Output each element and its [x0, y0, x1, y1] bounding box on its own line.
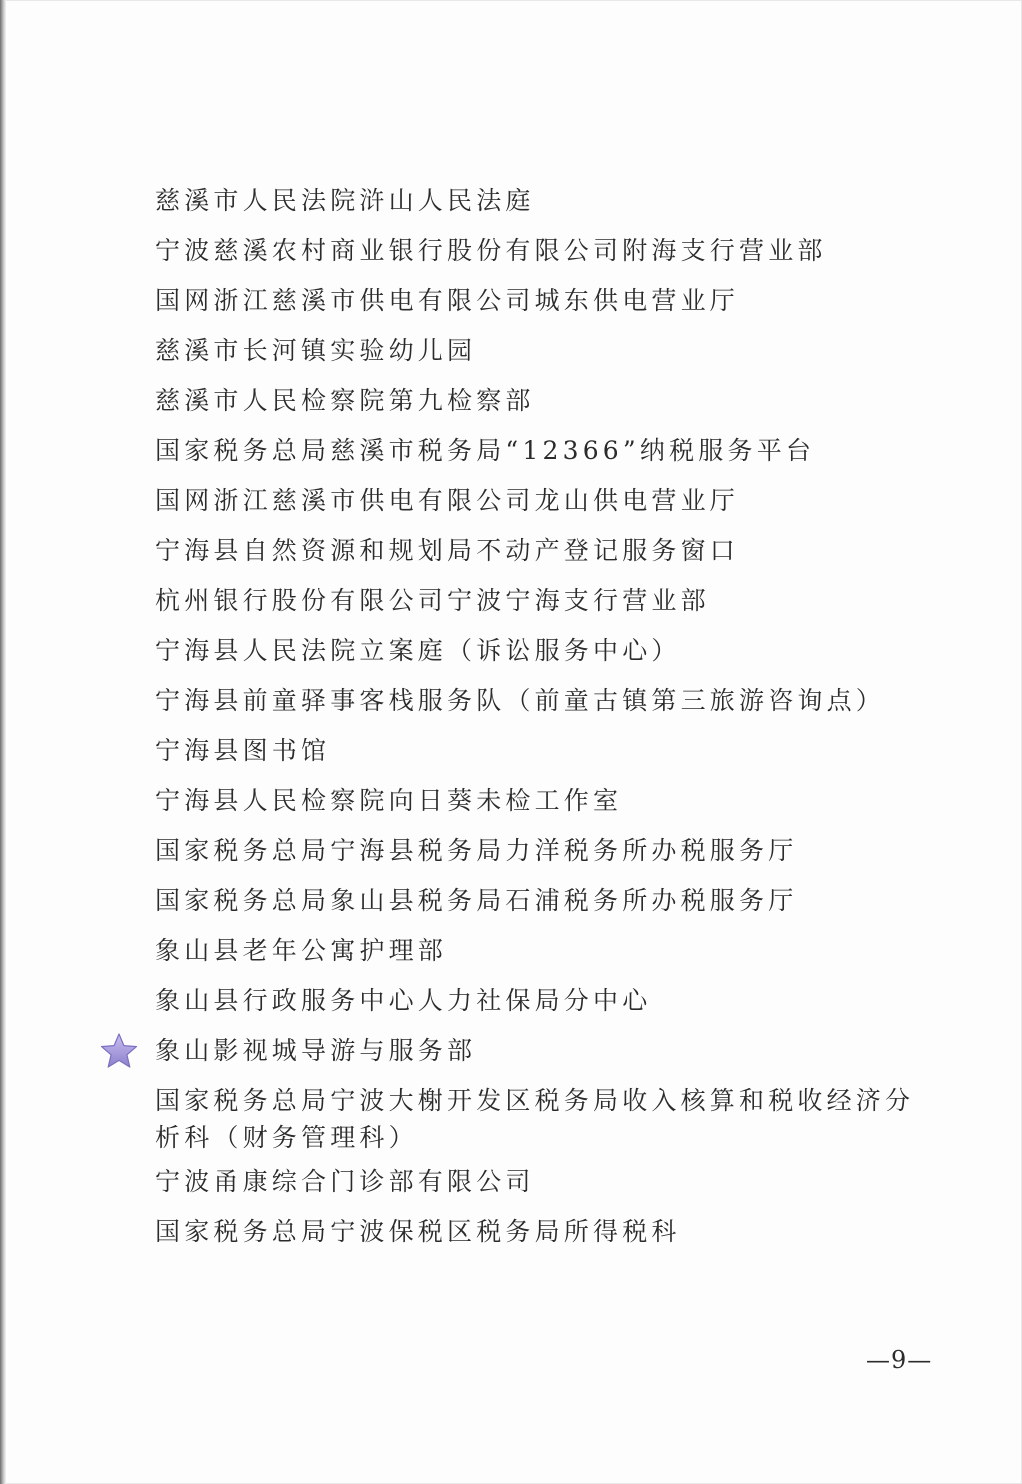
- list-item: 国家税务总局宁波保税区税务局所得税科: [155, 1217, 681, 1246]
- list-item: 宁海县人民检察院向日葵未检工作室: [155, 786, 623, 815]
- list-item: 国家税务总局象山县税务局石浦税务所办税服务厅: [155, 886, 798, 915]
- list-item: 象山县老年公寓护理部: [155, 936, 448, 965]
- unit-list: [155, 176, 935, 1257]
- list-item: 宁海县图书馆: [155, 736, 331, 765]
- list-item: 慈溪市人民检察院第九检察部: [155, 386, 535, 415]
- page-edge-shadow: [0, 0, 6, 1484]
- list-item: 慈溪市人民法院浒山人民法庭: [155, 186, 535, 215]
- list-item: 国网浙江慈溪市供电有限公司城东供电营业厅: [155, 286, 740, 315]
- list-item: 宁海县人民法院立案庭（诉讼服务中心）: [155, 636, 681, 665]
- page-number: —9—: [866, 1346, 933, 1374]
- list-item: 国家税务总局慈溪市税务局“12366”纳税服务平台: [155, 436, 816, 465]
- list-item-label: 象山影视城导游与服务部: [155, 1036, 477, 1065]
- list-item: 杭州银行股份有限公司宁波宁海支行营业部: [155, 586, 710, 615]
- list-item: 象山县行政服务中心人力社保局分中心: [155, 986, 652, 1015]
- list-item: 宁波慈溪农村商业银行股份有限公司附海支行营业部: [155, 236, 827, 265]
- list-item: 宁海县前童驿事客栈服务队（前童古镇第三旅游咨询点）: [155, 686, 886, 715]
- list-item: 国家税务总局宁波大榭开发区税务局收入核算和税收经济分析科（财务管理科）: [155, 1086, 915, 1152]
- list-item-highlighted: [155, 1026, 935, 1076]
- list-item: 国网浙江慈溪市供电有限公司龙山供电营业厅: [155, 486, 740, 515]
- list-item: 宁海县自然资源和规划局不动产登记服务窗口: [155, 536, 740, 565]
- list-item: 国家税务总局宁海县税务局力洋税务所办税服务厅: [155, 836, 798, 865]
- star-icon: [99, 1031, 139, 1071]
- list-item: 宁波甬康综合门诊部有限公司: [155, 1167, 535, 1196]
- list-item: 慈溪市长河镇实验幼儿园: [155, 336, 477, 365]
